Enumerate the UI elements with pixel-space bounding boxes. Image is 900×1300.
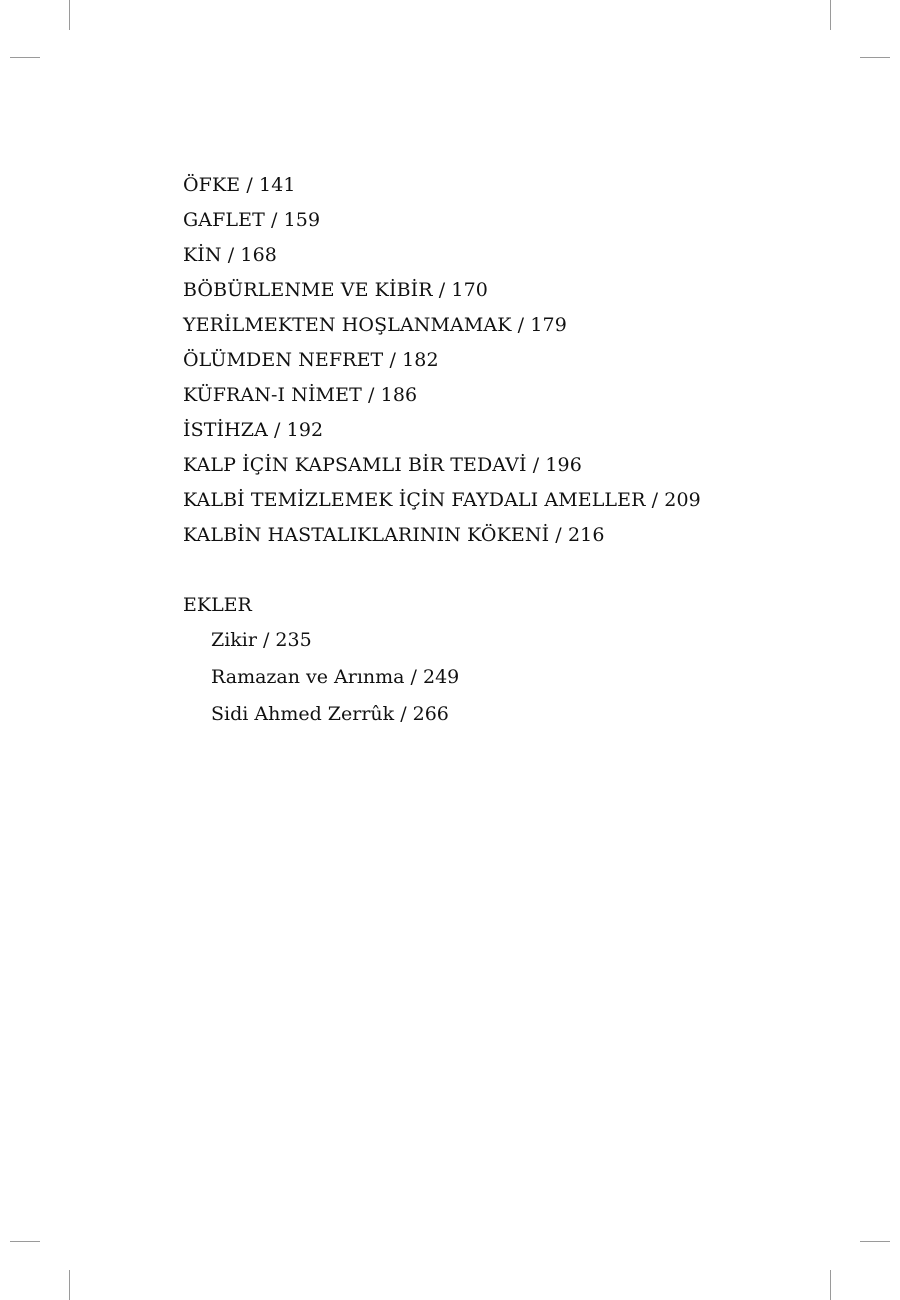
table-of-contents (183, 170, 863, 736)
crop-mark-bottom-left-horizontal (10, 1241, 40, 1242)
toc-entry: GAFLET / 159 (183, 209, 321, 231)
appendix-section (183, 590, 863, 736)
appendix-item: Zikir / 235 (211, 629, 312, 651)
toc-entry: KALBİN HASTALIKLARININ KÖKENİ / 216 (183, 524, 605, 546)
toc-entry: İSTİHZA / 192 (183, 419, 324, 441)
toc-entry: YERİLMEKTEN HOŞLANMAMAK / 179 (183, 314, 567, 336)
crop-mark-top-right-horizontal (860, 57, 890, 58)
toc-entry: KALP İÇİN KAPSAMLI BİR TEDAVİ / 196 (183, 454, 582, 476)
toc-entry: BÖBÜRLENME VE KİBİR / 170 (183, 279, 488, 301)
toc-entry: ÖFKE / 141 (183, 174, 296, 196)
crop-mark-bottom-right-horizontal (860, 1241, 890, 1242)
crop-mark-top-right-vertical (830, 0, 831, 30)
toc-entry: KALBİ TEMİZLEMEK İÇİN FAYDALI AMELLER / 209 (183, 489, 701, 511)
crop-mark-top-left-horizontal (10, 57, 40, 58)
toc-entry: KİN / 168 (183, 244, 277, 266)
appendix-item: Ramazan ve Arınma / 249 (211, 666, 460, 688)
crop-mark-bottom-right-vertical (830, 1270, 831, 1300)
appendix-item: Sidi Ahmed Zerrûk / 266 (211, 703, 449, 725)
appendix-title: EKLER (183, 594, 252, 616)
toc-entry: KÜFRAN-I NİMET / 186 (183, 384, 418, 406)
toc-entry: ÖLÜMDEN NEFRET / 182 (183, 349, 439, 371)
crop-mark-top-left-vertical (69, 0, 70, 30)
crop-mark-bottom-left-vertical (69, 1270, 70, 1300)
